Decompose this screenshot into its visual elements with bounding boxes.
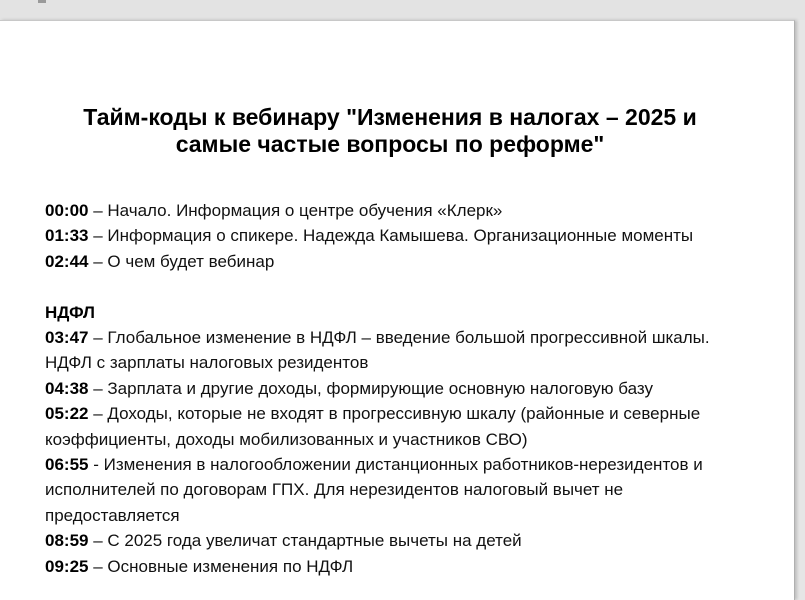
section-heading: НДФЛ bbox=[45, 302, 95, 322]
timecode: 09:25 bbox=[45, 556, 89, 576]
timecode: 02:44 bbox=[45, 251, 89, 271]
separator: – bbox=[88, 328, 108, 348]
entry-text: Информация о спикере. Надежда Камышева. Организационные моменты bbox=[107, 226, 694, 246]
entry-text: Глобальное изменение в НДФЛ – введение большой прогрессивной шкалы. НДФЛ с зарплаты налоговых резидентов bbox=[45, 328, 710, 373]
window-top-strip bbox=[0, 0, 805, 20]
entry-text: Основные изменения по НДФЛ bbox=[107, 556, 354, 576]
timecode: 03:47 bbox=[45, 328, 89, 348]
timecode: 01:33 bbox=[45, 226, 89, 246]
document-page bbox=[0, 20, 795, 600]
entry-text: Начало. Информация о центре обучения «Клерк» bbox=[107, 201, 503, 220]
separator: – bbox=[88, 556, 108, 576]
separator: – bbox=[88, 226, 108, 246]
timecode: 06:55 bbox=[45, 455, 89, 475]
entry-text: Доходы, которые не входят в прогрессивную шкалу (районные и северные коэффициенты, доходы мобилизованных и участников СВО) bbox=[45, 404, 701, 449]
timecode-entry bbox=[45, 325, 745, 376]
timecode: 05:22 bbox=[45, 404, 89, 424]
toolbar-mark bbox=[38, 0, 46, 3]
document-title-line-1: Тайм-коды к вебинару "Изменения в налогах – 2025 и bbox=[83, 104, 697, 130]
document-title-line-2: самые частые вопросы по реформе" bbox=[175, 131, 605, 157]
separator: – bbox=[88, 404, 108, 424]
timecode-entry bbox=[45, 528, 745, 553]
blank-line bbox=[45, 274, 745, 299]
separator: – bbox=[88, 378, 108, 398]
separator: – bbox=[88, 251, 108, 271]
timecode: 08:59 bbox=[45, 531, 89, 551]
document-body bbox=[45, 198, 745, 579]
separator: – bbox=[88, 201, 108, 220]
document-title bbox=[0, 104, 780, 158]
timecode-entry bbox=[45, 452, 745, 528]
timecode-entry bbox=[45, 401, 745, 452]
separator: - bbox=[88, 455, 104, 475]
separator: – bbox=[88, 531, 108, 551]
timecode-entry bbox=[45, 554, 745, 579]
timecode: 00:00 bbox=[45, 201, 89, 220]
timecode-entry bbox=[45, 376, 745, 401]
entry-text: Зарплата и другие доходы, формирующие основную налоговую базу bbox=[107, 378, 653, 398]
timecode-entry bbox=[45, 198, 745, 223]
timecode-entry bbox=[45, 249, 745, 274]
entry-text: О чем будет вебинар bbox=[107, 251, 275, 271]
timecode-entry bbox=[45, 223, 745, 248]
entry-text: С 2025 года увеличат стандартные вычеты на детей bbox=[107, 531, 522, 551]
entry-text: Изменения в налогообложении дистанционных работников-нерезидентов и исполнителей по договорам ГПХ. Для нерезидентов налоговый вычет не предоставляется bbox=[45, 455, 703, 525]
timecode: 04:38 bbox=[45, 378, 89, 398]
